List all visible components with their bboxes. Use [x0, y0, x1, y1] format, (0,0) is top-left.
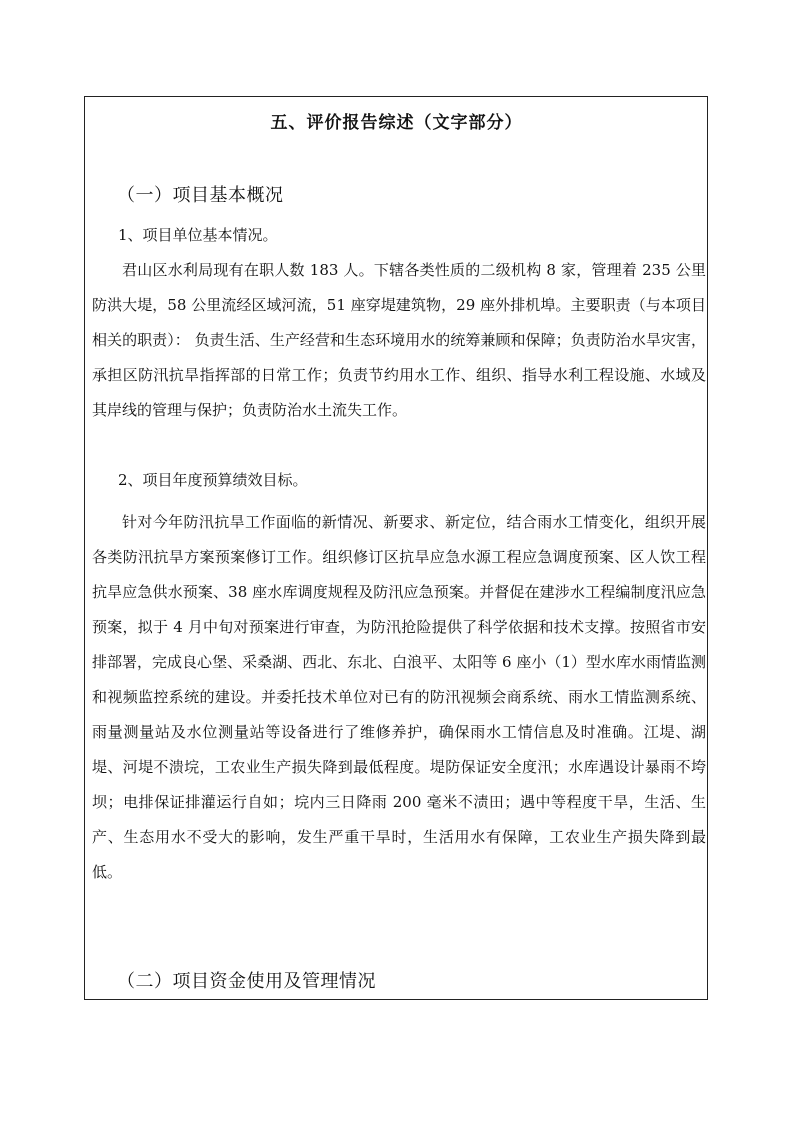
subheading-unit-info: 1、项目单位基本情况。: [118, 226, 278, 244]
section-heading-funds: （二）项目资金使用及管理情况: [117, 971, 376, 992]
paragraph-unit-info: 君山区水利局现有在职人数 183 人。下辖各类性质的二级机构 8 家，管理着 235 公里防洪大堤，58 公里流经区域河流，51 座穿堤建筑物，29 座外排机埠。主要职责（与本项目相关的职责）： 负责生活、生产经营和生态环境用水的统筹兼顾和保障；负责防治水旱灾害，承担区防汛抗旱指挥部的日常工作；负责节约用水工作、组织、指导水利工程设施、水域及其岸线的管理与保护；负责防治水土流失工作。: [92, 261, 706, 419]
section-heading-overview: （一）项目基本概况: [117, 185, 284, 206]
page-title: 五、评价报告综述（文字部分）: [270, 113, 523, 133]
paragraph-performance-goals: 针对今年防汛抗旱工作面临的新情况、新要求、新定位，结合雨水工情变化，组织开展各类防汛抗旱方案预案修订工作。组织修订区抗旱应急水源工程应急调度预案、区人饮工程抗旱应急供水预案、38 座水库调度规程及防汛应急预案。并督促在建涉水工程编制度汛应急预案，拟于 4 月中旬对预案进行审查，为防汛抢险提供了科学依据和技术支撑。按照省市安排部署，完成良心堡、采桑湖、西北、东北、白浪平、太阳等 6 座小（1）型水库水雨情监测和视频监控系统的建设。并委托技术单位对已有的防汛视频会商系统、雨水工情监测系统、雨量测量站及水位测量站等设备进行了维修养护，确保雨水工情信息及时准确。江堤、湖堤、河堤不溃垸，工农业生产损失降到最低程度。堤防保证安全度汛；水库遇设计暴雨不垮坝；电排保证排灌运行自如；垸内三日降雨 200 毫米不渍田；遇中等程度干旱，生活、生产、生态用水不受大的影响，发生严重干旱时，生活用水有保障，工农业生产损失降到最低。: [92, 513, 706, 881]
subheading-performance-goals: 2、项目年度预算绩效目标。: [118, 471, 308, 489]
